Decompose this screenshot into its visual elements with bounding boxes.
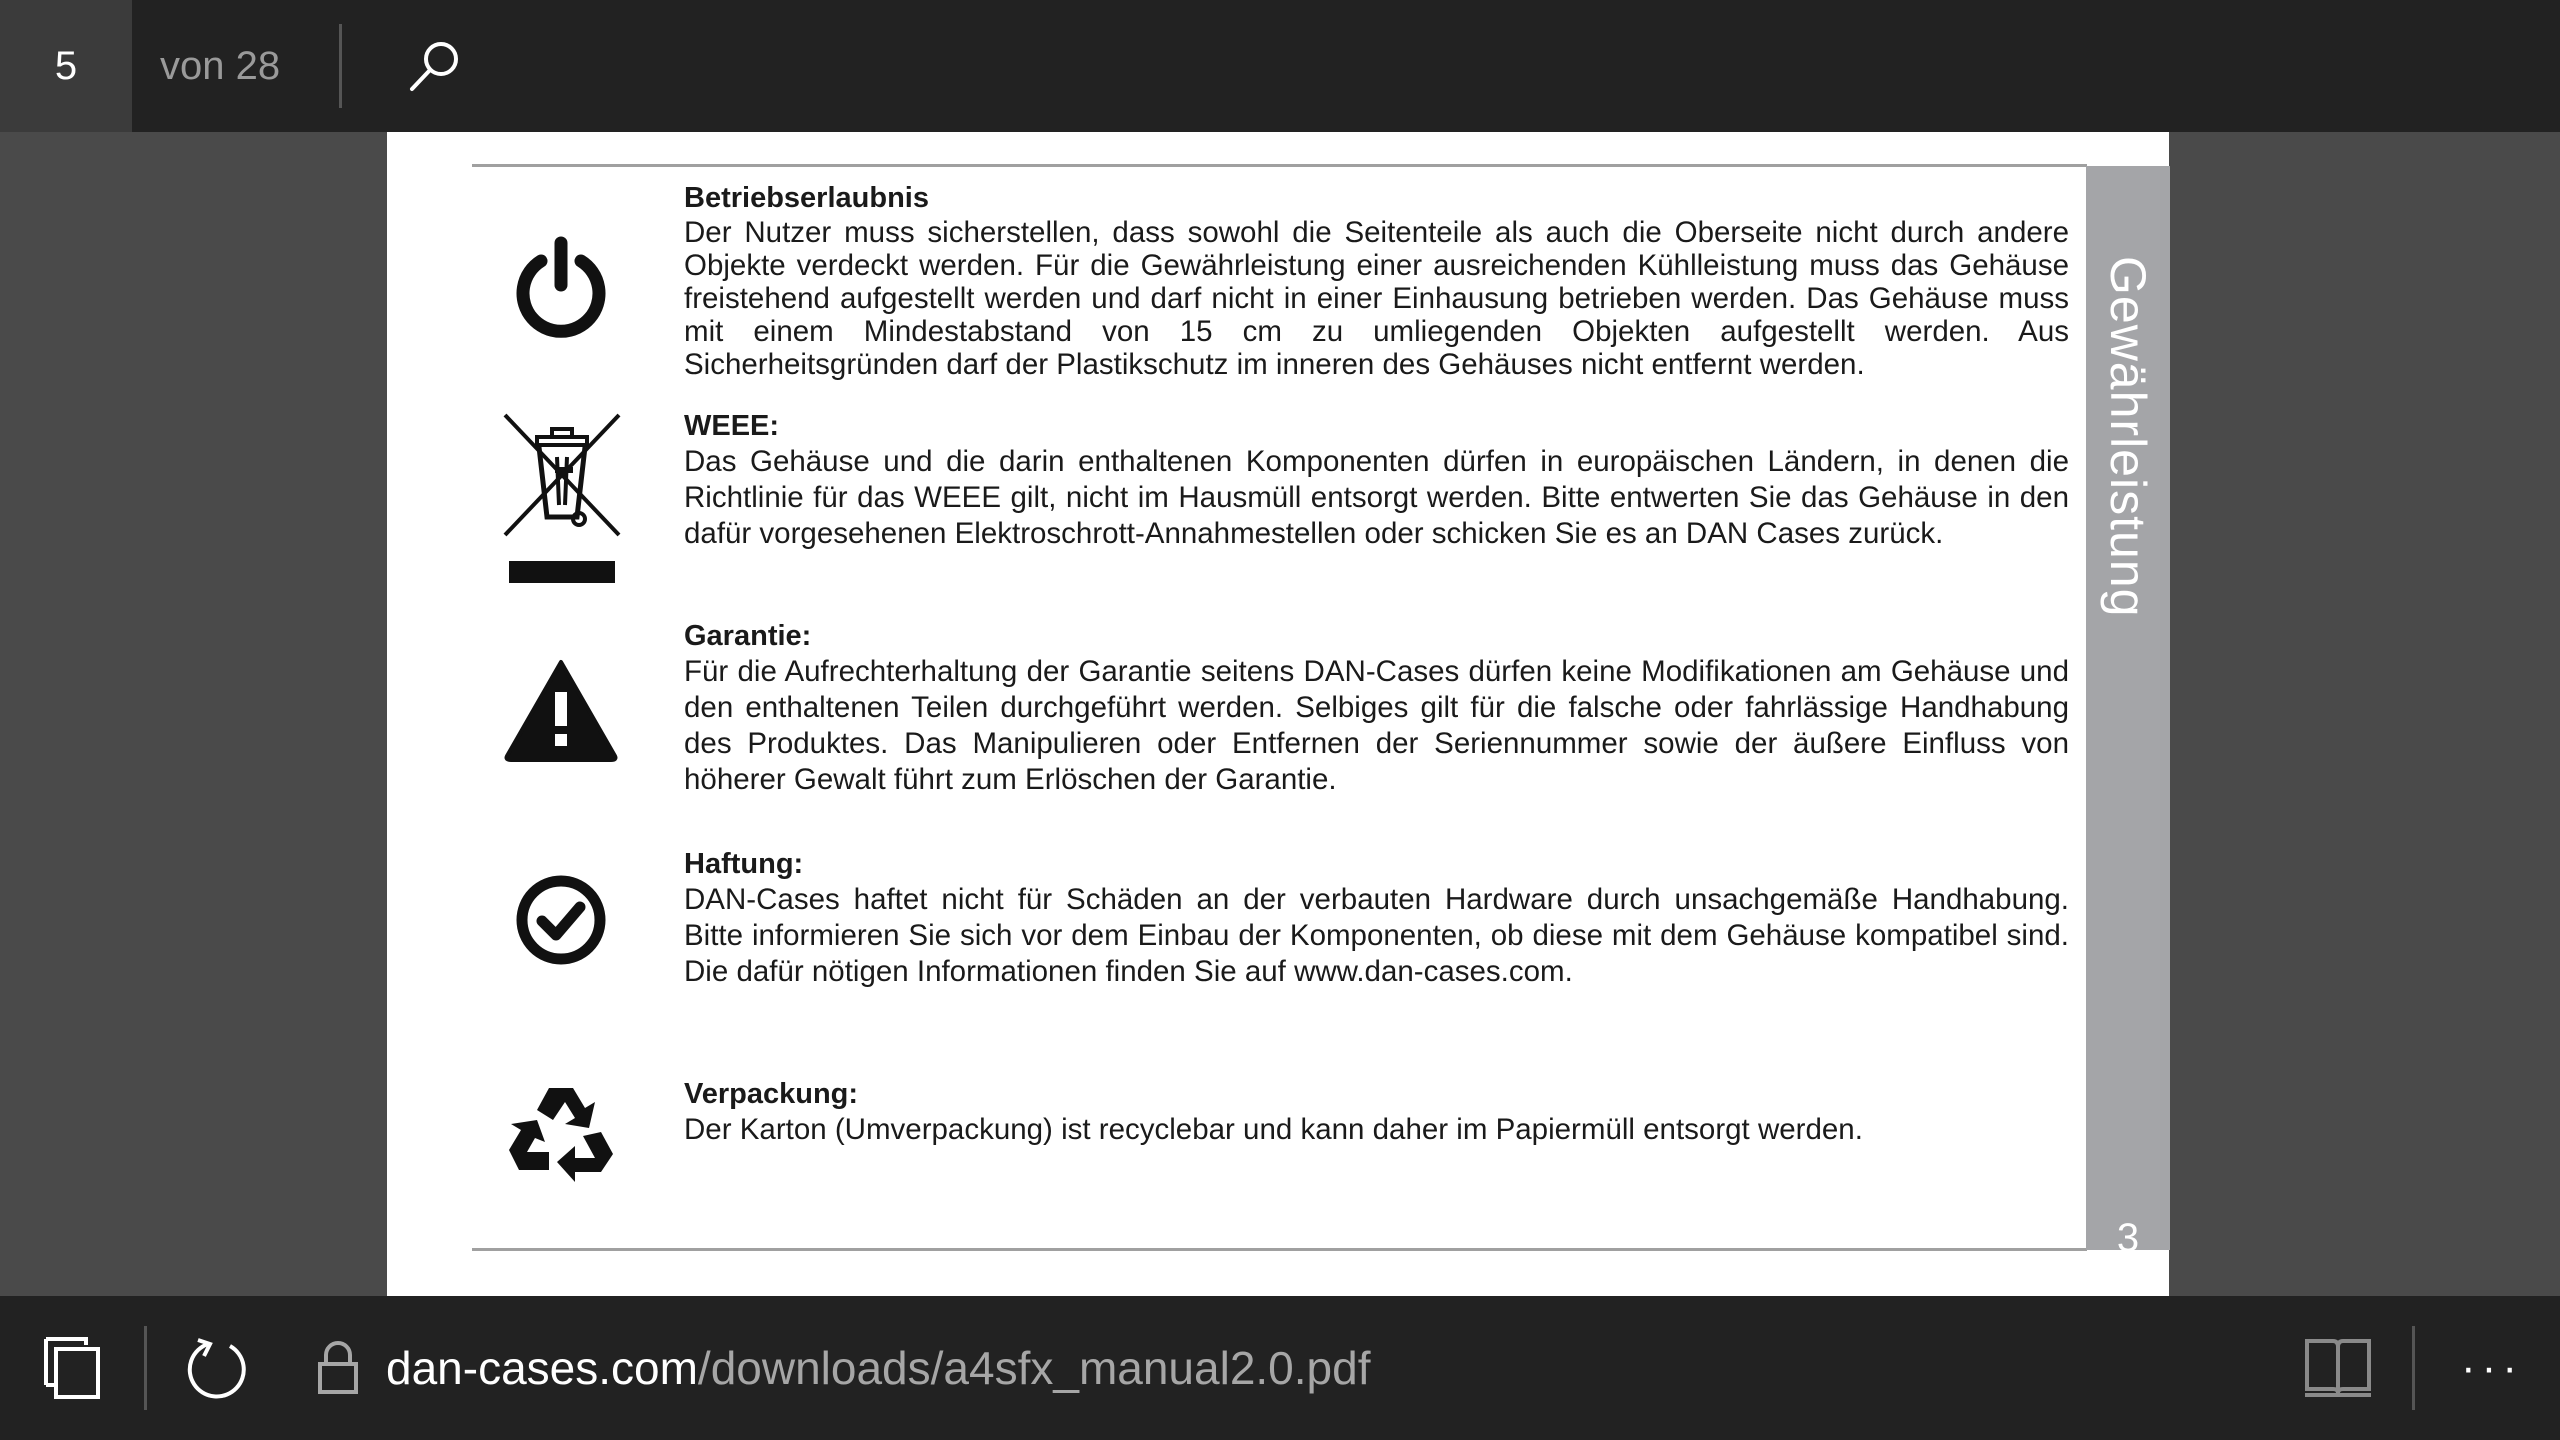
page-bottom-rule: [472, 1248, 2087, 1251]
warning-icon: [499, 654, 623, 766]
section-betriebserlaubnis: [684, 180, 2069, 381]
section-weee: [684, 408, 2069, 552]
chapter-side-tab: [2086, 166, 2170, 1260]
address-url[interactable]: [386, 1296, 1371, 1440]
secure-lock: [310, 1336, 366, 1400]
reading-view-icon: [2303, 1337, 2373, 1399]
check-circle-icon: [511, 870, 611, 970]
url-host: dan-cases.com: [386, 1342, 698, 1394]
page-total-label: von 28: [160, 43, 281, 88]
refresh-icon: [186, 1336, 250, 1400]
power-icon: [505, 232, 617, 344]
page-top-rule: [472, 164, 2087, 167]
toolbar-divider: [339, 24, 342, 108]
section-body: Der Karton (Umverpackung) ist recyclebar und kann daher im Papiermüll entsorgt werden.: [684, 1113, 1863, 1146]
search-icon: [406, 37, 464, 95]
section-body: DAN-Cases haftet nicht für Schäden an der verbauten Hardware durch unsachgemäße Handhabung. Bitte informieren Sie sich vor dem Einbau der Komponenten, ob diese mit dem Gehäuse kompatibel sind. Die dafür nötigen Informationen finden Sie auf www.dan-cases.com.: [684, 883, 2069, 988]
pdf-page: [387, 132, 2169, 1296]
reading-view-button[interactable]: [2298, 1332, 2378, 1404]
pdf-toolbar: [0, 0, 2560, 132]
weee-crossed-bin-icon: [492, 404, 632, 594]
tabs-icon: [42, 1335, 102, 1401]
recycle-icon: [499, 1076, 623, 1188]
section-body: Der Nutzer muss sicherstellen, dass sowohl die Seitenteile als auch die Oberseite nicht durch andere Objekte verdeckt werden. Für die Gewährleistung einer ausreichenden Kühlleistung muss das Gehäuse freistehend aufgestellt werden und darf nicht in einer Einhausung betrieben werden. Das Gehäuse muss mit einem Mindestabstand von 15 cm zu umliegenden Objekten aufgestellt werden. Aus Sicherheitsgründen darf der Plastikschutz im inneren des Gehäuses nicht entfernt werden.: [684, 216, 2069, 381]
section-title: Haftung:: [684, 848, 804, 880]
more-menu-button[interactable]: ···: [2461, 1343, 2523, 1392]
section-title: WEEE:: [684, 410, 780, 442]
chapter-title: Gewährleistung: [2100, 256, 2156, 618]
browser-address-bar: [0, 1296, 2560, 1440]
search-button[interactable]: [400, 30, 470, 102]
section-title: Garantie:: [684, 620, 812, 652]
section-title: Betriebserlaubnis: [684, 182, 929, 214]
url-path: /downloads/a4sfx_manual2.0.pdf: [697, 1342, 1371, 1394]
address-divider: [144, 1326, 147, 1410]
lock-icon: [316, 1340, 360, 1396]
menu-divider: [2412, 1326, 2415, 1410]
document-page-number: 3: [2116, 1216, 2140, 1260]
section-body: Für die Aufrechterhaltung der Garantie seitens DAN-Cases dürfen keine Modifikationen am Gehäuse und den enthaltenen Teilen durchgeführt werden. Selbiges gilt für die falsche oder fahrlässige Handhabung des Produktes. Das Manipulieren oder Entfernen der Seriennummer sowie der äußere Einfluss von höherer Gewalt führt zum Erlöschen der Garantie.: [684, 655, 2069, 796]
section-body: Das Gehäuse und die darin enthaltenen Komponenten dürfen in europäischen Ländern, in denen die Richtlinie für das WEEE gilt, nicht im Hausmüll entsorgt werden. Bitte entwerten Sie das Gehäuse in den dafür vorgesehenen Elektroschrott-Annahmestellen oder schicken Sie es an DAN Cases zurück.: [684, 445, 2069, 550]
tabs-button[interactable]: [32, 1328, 112, 1408]
refresh-button[interactable]: [178, 1328, 258, 1408]
section-garantie: [684, 618, 2069, 798]
section-haftung: [684, 846, 2069, 990]
section-title: Verpackung:: [684, 1078, 859, 1110]
section-verpackung: [684, 1076, 2069, 1148]
current-page-value: 5: [54, 43, 78, 88]
page-number-input[interactable]: [0, 0, 132, 132]
